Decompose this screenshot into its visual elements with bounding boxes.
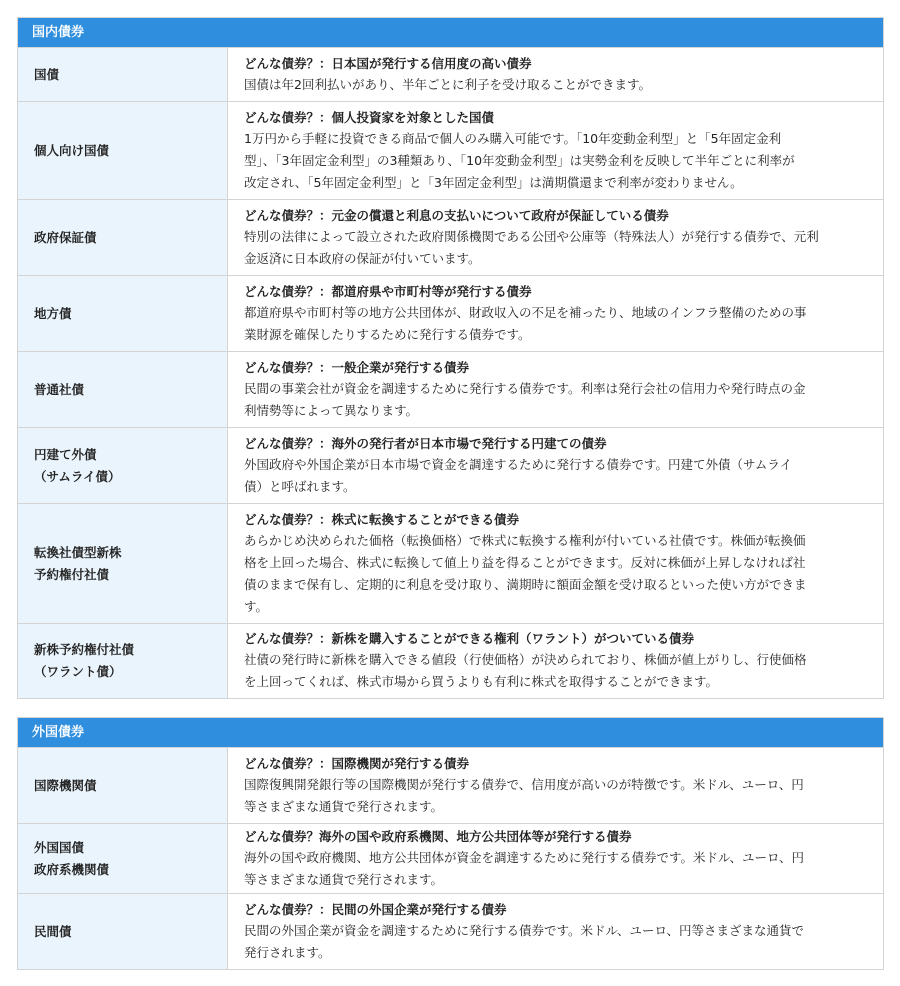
bond-explanation: 海外の国や政府機関、地方公共団体が資金を調達するために発行する債券です。米ドル、ユーロ、円 等さまざまな通貨で発行されます。 xyxy=(244,849,805,887)
bond-question: どんな債券？：株式に転換することができる債券 xyxy=(244,511,520,527)
bond-question: どんな債券？：元金の償還と利息の支払いについて政府が保証している債券 xyxy=(244,207,669,223)
bond-explanation: 1万円から手軽に投資できる商品で個人のみ購入可能です。「10年変動金利型」と「5年固定金利 型」、「3年固定金利型」の3種類あり、「10年変動金利型」は実勢金利を反映して半年ごとに利率が 改定され、「5年固定金利型」と「3年固定金利型」は満期償還まで利率が変わりません。 xyxy=(244,130,795,190)
bond-name: 普通社債 xyxy=(18,352,228,427)
bond-description xyxy=(228,352,883,427)
section-header-foreign: 外国債券 xyxy=(18,718,883,747)
section-header-domestic: 国内債券 xyxy=(18,18,883,47)
table-row xyxy=(18,275,883,351)
bond-description xyxy=(228,824,883,893)
bond-question: どんな債券？：個人投資家を対象とした国債 xyxy=(244,109,495,125)
bond-description xyxy=(228,748,883,823)
bond-explanation: 社債の発行時に新株を購入できる値段（行使価格）が決められており、株価が値上がりし、行使価格 を上回ってくれば、株式市場から買うよりも有利に株式を取得することができます。 xyxy=(244,652,807,689)
bond-question: どんな債券？：海外の発行者が日本市場で発行する円建ての債券 xyxy=(244,435,607,451)
table-row xyxy=(18,747,883,823)
table-row xyxy=(18,893,883,969)
table-row xyxy=(18,823,883,893)
table-row xyxy=(18,503,883,623)
bond-name: 円建て外債 （サムライ債） xyxy=(18,428,228,503)
bond-question: どんな債券？海外の国や政府系機関、地方公共団体等が発行する債券 xyxy=(244,828,632,844)
bond-explanation: 国際復興開発銀行等の国際機関が発行する債券で、信用度が高いのが特徴です。米ドル、ユーロ、円 等さまざまな通貨で発行されます。 xyxy=(244,776,804,814)
bond-name: 個人向け国債 xyxy=(18,102,228,199)
bond-description xyxy=(228,48,883,101)
foreign-bonds-table xyxy=(17,717,884,970)
table-row xyxy=(18,199,883,275)
bond-explanation: 特別の法律によって設立された政府関係機関である公団や公庫等（特殊法人）が発行する債券で、元利 金返済に日本政府の保証が付いています。 xyxy=(244,228,819,266)
bond-description xyxy=(228,200,883,275)
table-row xyxy=(18,623,883,698)
bond-name: 民間債 xyxy=(18,894,228,969)
bond-name: 国債 xyxy=(18,48,228,101)
bond-explanation: 外国政府や外国企業が日本市場で資金を調達するために発行する債券です。円建て外債（サムライ 債）と呼ばれます。 xyxy=(244,456,793,494)
bond-explanation: 国債は年2回利払いがあり、半年ごとに利子を受け取ることができます。 xyxy=(244,76,651,92)
bond-question: どんな債券？：都道府県や市町村等が発行する債券 xyxy=(244,283,532,299)
bond-description xyxy=(228,276,883,351)
bond-description xyxy=(228,428,883,503)
bond-explanation: 都道府県や市町村等の地方公共団体が、財政収入の不足を補ったり、地域のインフラ整備のための事 業財源を確保したりするために発行する債券です。 xyxy=(244,304,807,342)
bond-name: 新株予約権付社債 （ワラント債） xyxy=(18,624,228,698)
bond-question: どんな債券？：民間の外国企業が発行する債券 xyxy=(244,901,507,917)
bond-description xyxy=(228,504,883,623)
table-row xyxy=(18,47,883,101)
bond-explanation: 民間の外国企業が資金を調達するために発行する債券です。米ドル、ユーロ、円等さまざまな通貨で 発行されます。 xyxy=(244,922,805,960)
table-row xyxy=(18,351,883,427)
bond-explanation: あらかじめ決められた価格（転換価格）で株式に転換する権利が付いている社債です。株価が転換価 格を上回った場合、株式に転換して値上り益を得ることができます。反対に株価が上昇しなければ社 債のままで保有し、定期的に利息を受け取り、満期時に額面金額を受け取るといった使い方ができま す。 xyxy=(244,532,807,614)
bond-name: 政府保証債 xyxy=(18,200,228,275)
bond-description xyxy=(228,102,883,199)
table-row xyxy=(18,101,883,199)
table-row xyxy=(18,427,883,503)
bond-name: 地方債 xyxy=(18,276,228,351)
bond-name: 転換社債型新株 予約権付社債 xyxy=(18,504,228,623)
bond-name: 外国国債 政府系機関債 xyxy=(18,824,228,893)
bond-description xyxy=(228,894,883,969)
bond-question: どんな債券？：日本国が発行する信用度の高い債券 xyxy=(244,55,532,71)
bond-description xyxy=(228,624,883,698)
bond-question: どんな債券？：新株を購入することができる権利（ワラント）がついている債券 xyxy=(244,631,695,646)
bond-name: 国際機関債 xyxy=(18,748,228,823)
domestic-bonds-table xyxy=(17,17,884,699)
bond-question: どんな債券？：一般企業が発行する債券 xyxy=(244,359,470,375)
bond-question: どんな債券？：国際機関が発行する債券 xyxy=(244,755,470,771)
bond-explanation: 民間の事業会社が資金を調達するために発行する債券です。利率は発行会社の信用力や発行時点の金 利情勢等によって異なります。 xyxy=(244,380,806,418)
